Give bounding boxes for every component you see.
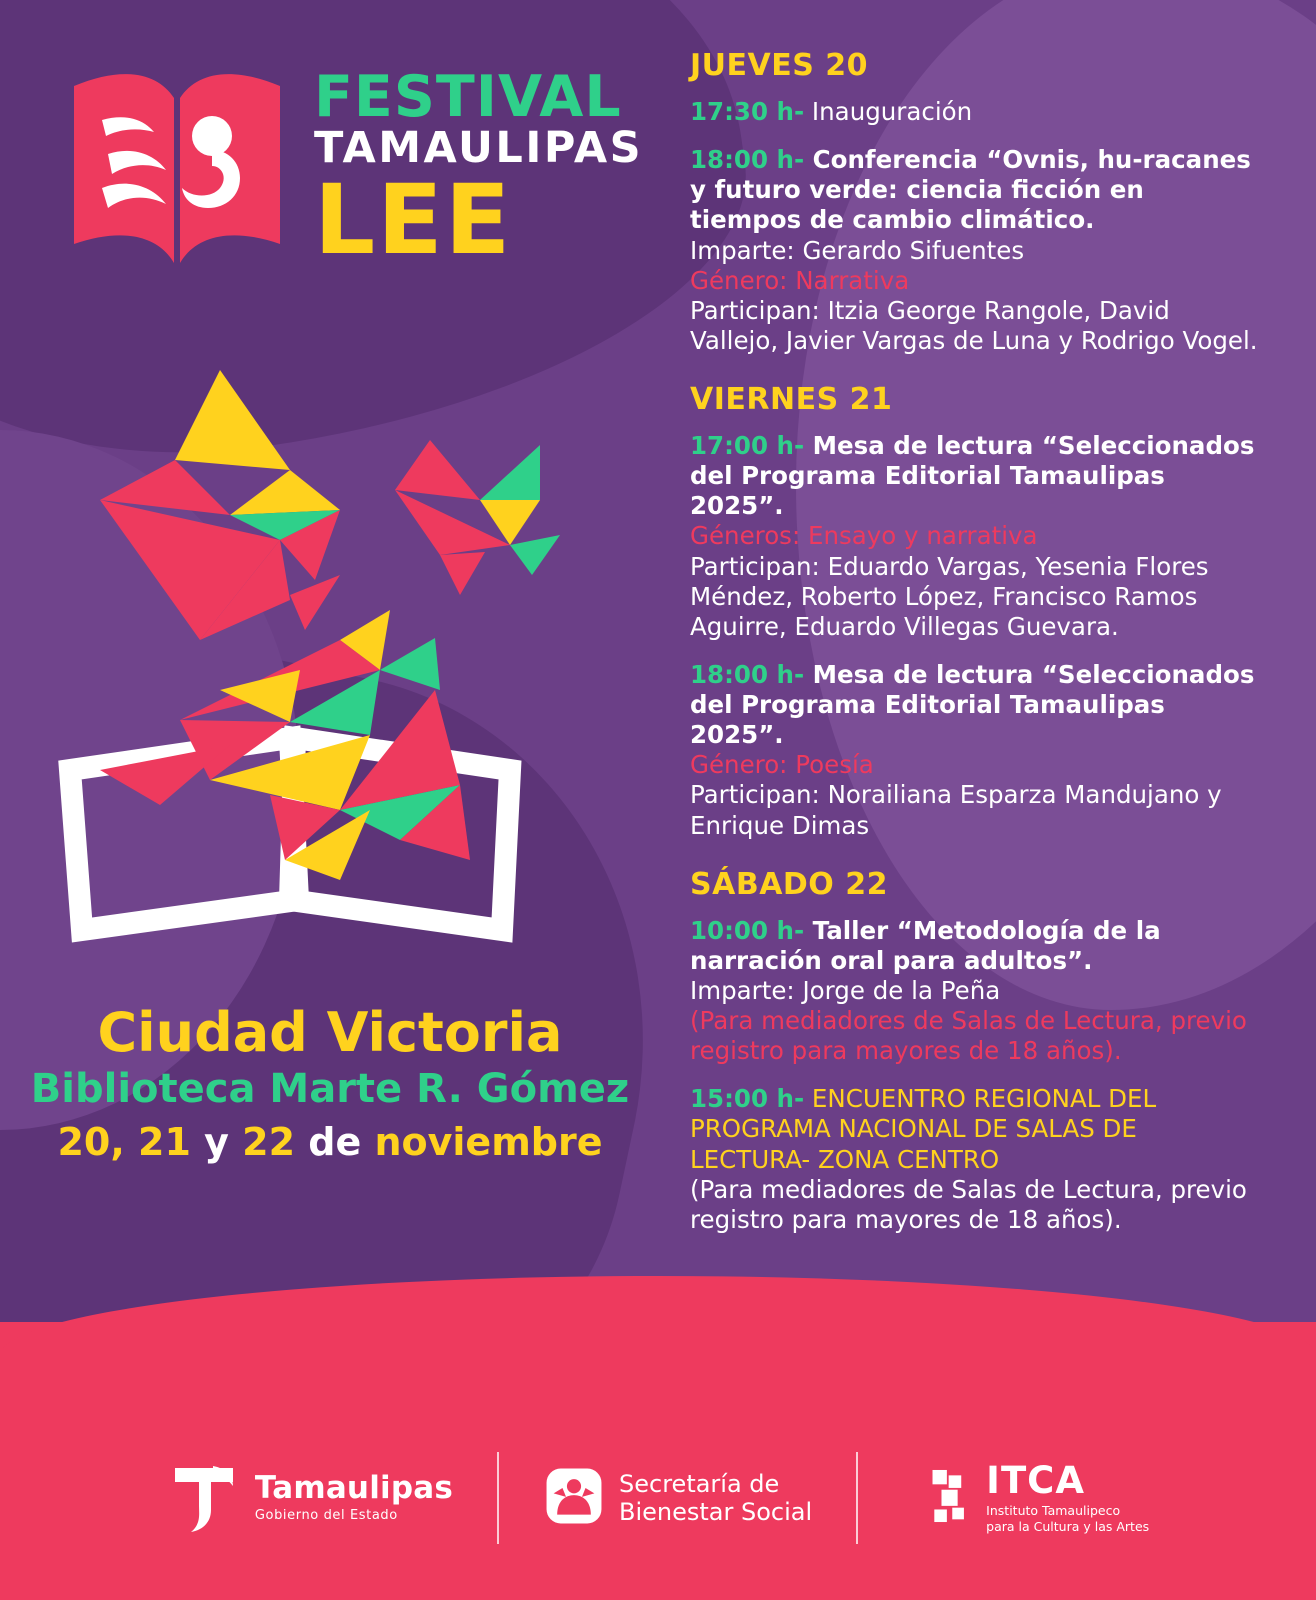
- schedule-entry-line: (Para mediadores de Salas de Lectura, previo registro para mayores de 18 años).: [690, 1174, 1247, 1234]
- schedule-entry-title: Inauguración: [804, 97, 973, 126]
- schedule-entry-time: 18:00 h-: [690, 145, 805, 175]
- schedule-entry-title: Mesa de lectura “Seleccionados del Programa Editorial Tamaulipas 2025”.: [690, 659, 1255, 750]
- schedule-entry-headline: [690, 916, 1260, 976]
- venue-title: Biblioteca Marte R. Gómez: [30, 1065, 630, 1112]
- schedule-entry-title: Taller “Metodología de la narración oral para adultos”.: [690, 915, 1161, 975]
- bienestar-person-icon: [543, 1463, 605, 1533]
- schedule-entry-line: Imparte: Jorge de la Peña: [690, 975, 1001, 1005]
- open-book-icon: [62, 58, 292, 283]
- schedule-entry-headline: [690, 431, 1260, 521]
- schedule-entry-title: ENCUENTRO REGIONAL DEL PROGRAMA NACIONAL DE SALAS DE LECTURA- ZONA CENTRO: [690, 1084, 1157, 1174]
- event-dates-days: 20, 21: [57, 1119, 191, 1164]
- event-dates-conj: y: [190, 1119, 243, 1164]
- day-heading: JUEVES 20: [690, 48, 869, 83]
- brand-lee-text: LEE: [314, 163, 513, 276]
- logo-itca: [858, 1461, 1193, 1535]
- schedule-entry-line: Participan: Norailiana Esparza Mandujano y Enrique Dimas: [690, 780, 1222, 840]
- itca-logo-sub: [986, 1503, 1149, 1534]
- event-location-block: [0, 1001, 660, 1164]
- festival-brand: [62, 58, 643, 283]
- schedule-entry-line: Participan: Eduardo Vargas, Yesenia Flores Méndez, Roberto López, Francisco Ramos Aguirre, Eduardo Villegas Guevara.: [690, 551, 1209, 641]
- program-schedule: [690, 48, 1260, 1253]
- tamaulipas-t-icon: [167, 1458, 241, 1538]
- schedule-entry-headline: [690, 145, 1260, 235]
- itca-logo-sub-line2: para la Cultura y las Artes: [986, 1518, 1150, 1534]
- tamaulipas-logo-name: Tamaulipas: [254, 1470, 454, 1506]
- itca-logo-name: ITCA: [986, 1459, 1085, 1503]
- brand-wordmark: [314, 58, 644, 276]
- origami-illustration: [40, 340, 640, 960]
- schedule-entry-headline: [690, 660, 1260, 750]
- schedule-entry-time: 18:00 h-: [690, 659, 805, 689]
- schedule-entry: [690, 660, 1260, 841]
- schedule-entry-time: 17:30 h-: [690, 97, 805, 126]
- schedule-entry-line: Género: Narrativa: [690, 265, 910, 295]
- schedule-entry-time: 10:00 h-: [690, 915, 805, 945]
- secretaria-logo-line2: Bienestar Social: [619, 1498, 813, 1526]
- schedule-entry: [690, 97, 1260, 127]
- schedule-entry-line: Imparte: Gerardo Sifuentes: [690, 235, 1025, 265]
- day-heading: VIERNES 21: [690, 382, 893, 417]
- itca-logo-text: [986, 1459, 1150, 1534]
- tamaulipas-logo-sub: Gobierno del Estado: [254, 1508, 398, 1523]
- event-dates-month: noviembre: [374, 1119, 603, 1164]
- itca-logo-sub-line1: Instituto Tamaulipeco: [986, 1503, 1121, 1519]
- schedule-entry-line: Género: Poesía: [690, 750, 874, 780]
- schedule-entry-time: 15:00 h-: [690, 1084, 805, 1114]
- schedule-entry-title: Conferencia “Ovnis, hu-racanes y futuro verde: ciencia ficción en tiempos de cambio climático.: [690, 145, 1251, 235]
- schedule-entry: [690, 1084, 1260, 1235]
- day-heading: SÁBADO 22: [690, 866, 889, 902]
- secretaria-logo-text: [619, 1470, 812, 1527]
- brand-festival-text: FESTIVAL: [314, 64, 622, 130]
- schedule-entry-line: (Para mediadores de Salas de Lectura, previo registro para mayores de 18 años).: [690, 1006, 1247, 1066]
- schedule-entry: [690, 431, 1260, 642]
- event-dates: [0, 1120, 660, 1164]
- secretaria-logo-line1: Secretaría de: [619, 1469, 780, 1498]
- schedule-entry-time: 17:00 h-: [690, 431, 805, 460]
- schedule-entry: [690, 145, 1260, 356]
- logo-secretaria-bienestar: [499, 1463, 856, 1533]
- itca-emblem-icon: [902, 1461, 972, 1535]
- schedule-entry-line: Participan: Itzia George Rangole, David Vallejo, Javier Vargas de Luna y Rodrigo Vogel.: [690, 295, 1258, 355]
- brand-tamaulipas-text: TAMAULIPAS: [314, 123, 644, 174]
- city-title: Ciudad Victoria: [97, 1001, 563, 1064]
- schedule-entry-line: Géneros: Ensayo y narrativa: [690, 521, 1038, 551]
- schedule-entry: [690, 916, 1260, 1067]
- footer-logos: [0, 1452, 1316, 1544]
- schedule-entry-headline: [690, 97, 1260, 127]
- schedule-entry-title: Mesa de lectura “Seleccionados del Programa Editorial Tamaulipas 2025”.: [690, 431, 1255, 521]
- event-dates-day3: 22: [242, 1119, 296, 1164]
- event-dates-de: de: [295, 1119, 375, 1164]
- left-column: [0, 0, 660, 1310]
- tamaulipas-logo-text: [254, 1470, 454, 1523]
- logo-tamaulipas-gobierno: [123, 1458, 497, 1538]
- schedule-entry-headline: [690, 1084, 1260, 1174]
